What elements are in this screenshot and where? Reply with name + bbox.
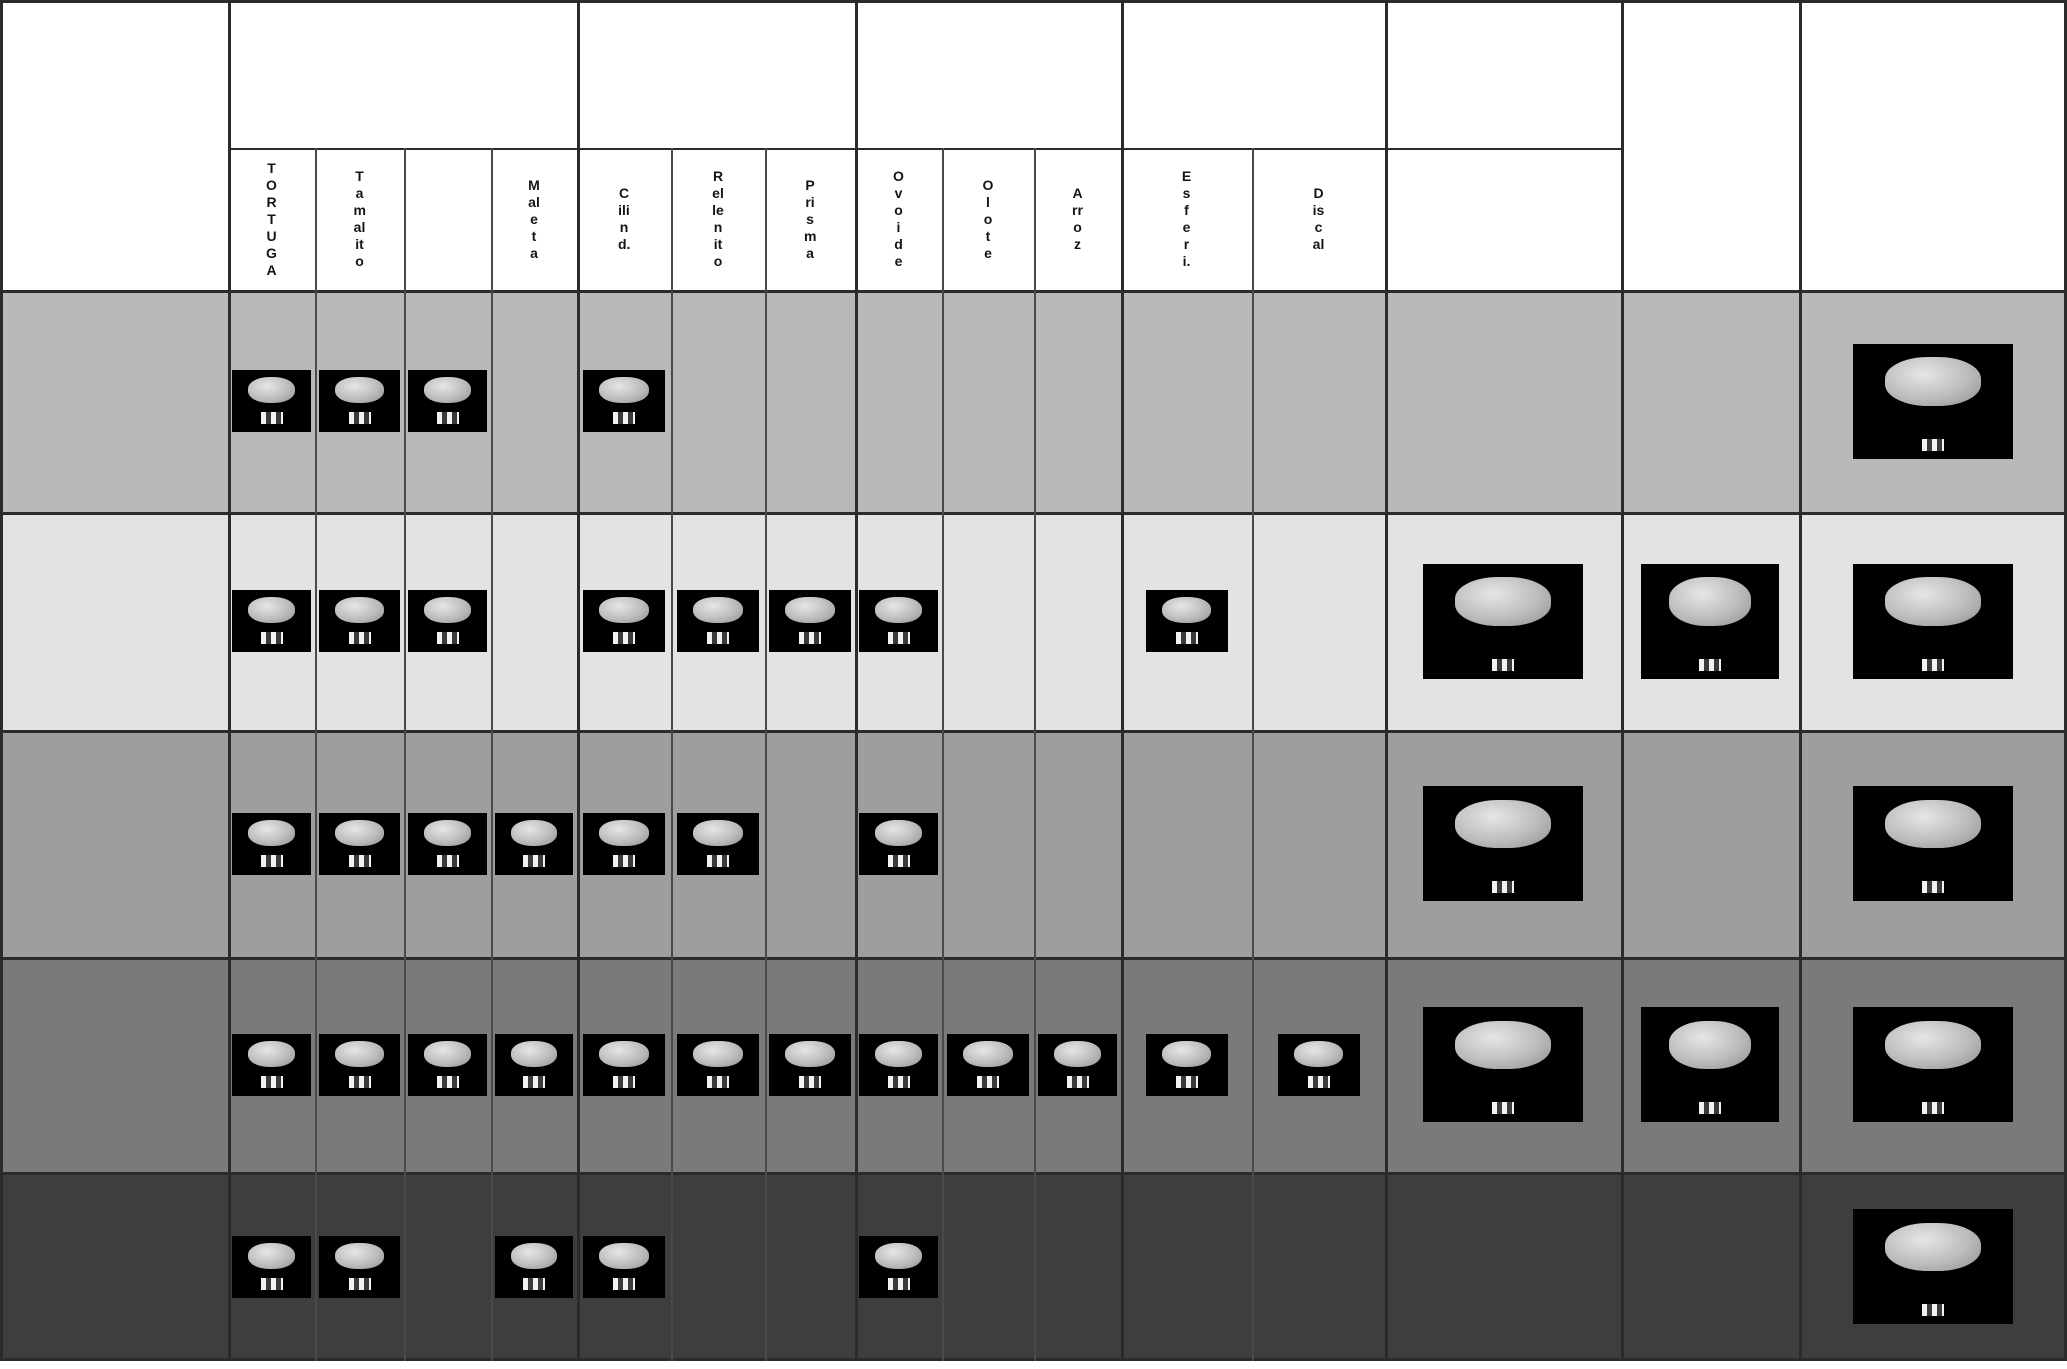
grid-line — [228, 148, 1621, 150]
scale-bar — [261, 412, 283, 424]
artifact-stone — [1455, 800, 1551, 848]
scale-bar — [888, 632, 910, 644]
period-label — [0, 730, 228, 957]
artifact-stone — [785, 1041, 834, 1067]
artifact-stone — [599, 820, 648, 846]
scale-bar — [1699, 659, 1721, 671]
scale-bar — [1922, 1102, 1944, 1114]
group-header — [1621, 0, 1799, 290]
subheader-text: Olote — [982, 176, 994, 261]
artifact-stone — [875, 1041, 922, 1067]
group-header — [1799, 0, 2067, 290]
artifact-stone — [335, 1243, 384, 1269]
artifact-stone — [335, 820, 384, 846]
artifact-stone — [1455, 577, 1551, 625]
artifact-stone — [693, 1041, 742, 1067]
scale-bar — [1308, 1076, 1330, 1088]
grid-line — [1121, 0, 1124, 1361]
scale-bar — [1492, 881, 1514, 893]
scale-bar — [888, 855, 910, 867]
scale-bar — [349, 855, 371, 867]
subheader-label — [1385, 148, 1621, 290]
scale-bar — [1176, 1076, 1198, 1088]
scale-bar — [977, 1076, 999, 1088]
period-label — [0, 957, 228, 1172]
scale-bar — [888, 1076, 910, 1088]
period-label — [0, 290, 228, 512]
group-header — [1385, 0, 1621, 148]
group-header — [855, 0, 1121, 148]
scale-bar — [349, 412, 371, 424]
artifact-stone — [875, 820, 922, 846]
artifact-stone — [1885, 1223, 1981, 1271]
artifact-stone — [424, 597, 471, 623]
grid-line — [228, 0, 231, 1361]
artifact-stone — [424, 377, 471, 403]
artifact-stone — [1455, 1021, 1551, 1069]
subheader-text: Cilind. — [618, 185, 631, 252]
grid-line — [671, 148, 673, 1361]
scale-bar — [613, 1076, 635, 1088]
scale-bar — [799, 1076, 821, 1088]
grid-line — [1252, 148, 1254, 1361]
subheader-label — [1252, 152, 1385, 286]
grid-line — [942, 148, 944, 1361]
scale-bar — [523, 1278, 545, 1290]
scale-bar — [523, 855, 545, 867]
group-header — [228, 0, 577, 148]
scale-bar — [707, 855, 729, 867]
artifact-stone — [511, 1041, 558, 1067]
grid-line — [0, 0, 3, 1361]
scale-bar — [523, 1076, 545, 1088]
scale-bar — [1922, 1304, 1944, 1316]
scale-bar — [349, 1076, 371, 1088]
scale-bar — [1699, 1102, 1721, 1114]
scale-bar — [707, 632, 729, 644]
artifact-stone — [1885, 577, 1981, 625]
subheader-text: Ovoide — [893, 168, 904, 269]
scale-bar — [437, 412, 459, 424]
artifact-stone — [248, 820, 295, 846]
artifact-stone — [1669, 1021, 1752, 1069]
subheader-label — [942, 152, 1034, 286]
period-label — [0, 512, 228, 730]
artifact-stone — [335, 597, 384, 623]
group-header — [1121, 0, 1385, 148]
grid-line — [577, 0, 580, 1361]
artifact-stone — [335, 377, 384, 403]
artifact-stone — [248, 597, 295, 623]
artifact-stone — [599, 597, 648, 623]
artifact-stone — [1162, 1041, 1211, 1067]
subheader-label — [765, 152, 855, 286]
subheader-label — [577, 152, 671, 286]
scale-bar — [437, 855, 459, 867]
artifact-stone — [693, 597, 742, 623]
scale-bar — [261, 1076, 283, 1088]
artifact-stone — [1294, 1041, 1343, 1067]
grid-line — [1799, 0, 1802, 1361]
subheader-text: Maleta — [528, 176, 540, 261]
scale-bar — [613, 412, 635, 424]
subheader-text: TORTUGA — [266, 159, 277, 278]
subheader-text: Prisma — [804, 176, 817, 261]
artifact-stone — [599, 1041, 648, 1067]
subheader-text: Arroz — [1072, 185, 1083, 252]
period-label — [0, 1172, 228, 1361]
scale-bar — [349, 632, 371, 644]
artifact-stone — [511, 1243, 558, 1269]
scale-bar — [1492, 659, 1514, 671]
subheader-label — [671, 152, 765, 286]
subheader-label — [404, 148, 491, 290]
grid-line — [1385, 0, 1388, 1361]
scale-bar — [613, 632, 635, 644]
scale-bar — [261, 855, 283, 867]
scale-bar — [261, 1278, 283, 1290]
subheader-label — [1034, 152, 1121, 286]
artifact-stone — [1885, 357, 1981, 405]
artifact-stone — [1669, 577, 1752, 625]
subheader-text: Esferi. — [1181, 168, 1192, 269]
artifact-stone — [424, 820, 471, 846]
scale-bar — [1492, 1102, 1514, 1114]
artifact-stone — [335, 1041, 384, 1067]
subheader-label — [315, 152, 404, 286]
scale-bar — [261, 632, 283, 644]
artifact-stone — [963, 1041, 1012, 1067]
scale-bar — [888, 1278, 910, 1290]
scale-bar — [613, 855, 635, 867]
grid-line — [1034, 148, 1036, 1361]
scale-bar — [1176, 632, 1198, 644]
artifact-stone — [1054, 1041, 1101, 1067]
artifact-stone — [1885, 1021, 1981, 1069]
grid-line — [0, 0, 2067, 3]
scale-bar — [1922, 659, 1944, 671]
scale-bar — [1922, 439, 1944, 451]
scale-bar — [613, 1278, 635, 1290]
group-header — [577, 0, 855, 148]
period-header — [0, 0, 228, 290]
scale-bar — [707, 1076, 729, 1088]
scale-bar — [799, 632, 821, 644]
artifact-stone — [1162, 597, 1211, 623]
grid-line — [491, 148, 493, 1361]
scale-bar — [1922, 881, 1944, 893]
artifact-stone — [599, 377, 648, 403]
scale-bar — [437, 1076, 459, 1088]
scale-bar — [349, 1278, 371, 1290]
artifact-stone — [248, 377, 295, 403]
artifact-stone — [248, 1243, 295, 1269]
artifact-stone — [693, 820, 742, 846]
grid-line — [404, 148, 406, 1361]
subheader-text: Rellenito — [712, 168, 724, 269]
subheader-label — [228, 152, 315, 286]
scale-bar — [1067, 1076, 1089, 1088]
grid-line — [315, 148, 317, 1361]
subheader-label — [491, 152, 577, 286]
artifact-stone — [599, 1243, 648, 1269]
grid-line — [1621, 0, 1624, 1361]
artifact-stone — [875, 597, 922, 623]
grid-line — [855, 0, 858, 1361]
artifact-stone — [875, 1243, 922, 1269]
subheader-text: Tamalito — [353, 168, 366, 269]
artifact-stone — [1885, 800, 1981, 848]
artifact-stone — [424, 1041, 471, 1067]
scale-bar — [437, 632, 459, 644]
subheader-label — [1121, 152, 1252, 286]
grid-line — [765, 148, 767, 1361]
subheader-text: Discal — [1312, 185, 1325, 252]
subheader-label — [855, 152, 942, 286]
artifact-stone — [248, 1041, 295, 1067]
artifact-stone — [785, 597, 834, 623]
artifact-stone — [511, 820, 558, 846]
